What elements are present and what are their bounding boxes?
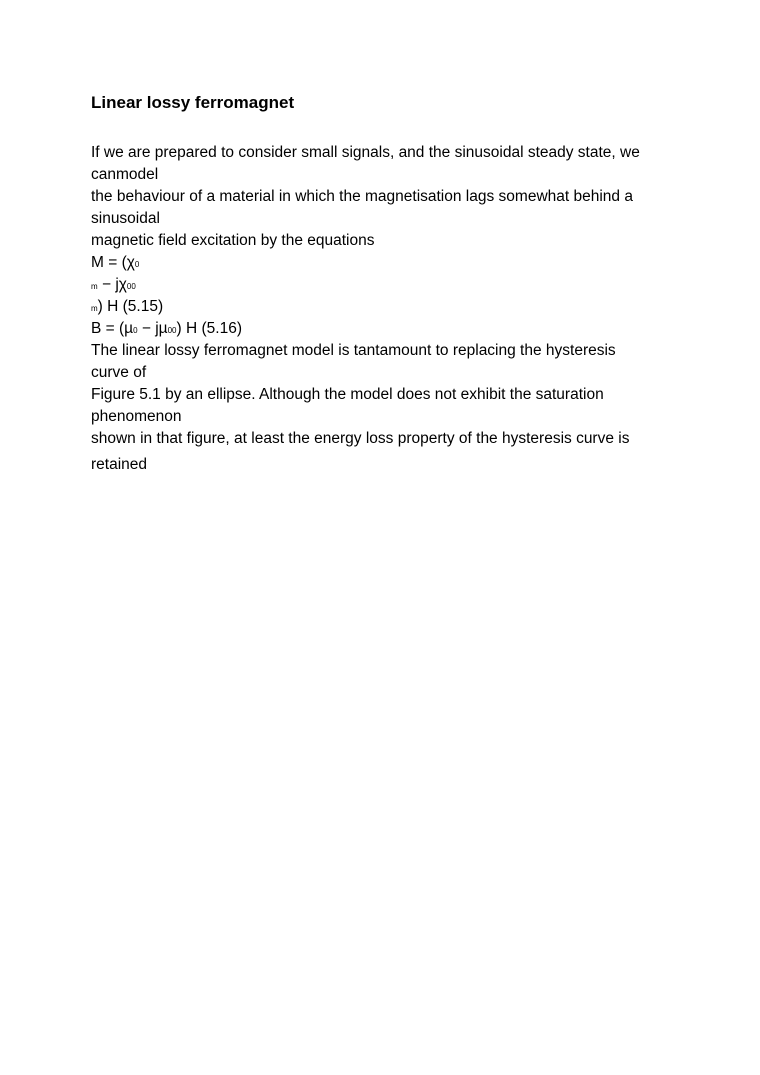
text-line: the behaviour of a material in which the magnetisation lags somewhat behind a: [91, 188, 633, 205]
equation-subscript: 00: [126, 282, 136, 291]
equation-subscript: 00: [167, 326, 177, 335]
text-line: If we are prepared to consider small signals, and the sinusoidal steady state, we: [91, 144, 640, 161]
body-paragraph: [91, 142, 691, 480]
equation-line-5-15: [91, 296, 691, 318]
equation-line-m: [91, 252, 691, 274]
equation-text: − jµ: [137, 320, 168, 337]
text-line: canmodel: [91, 166, 159, 183]
equation-line-5-16: [91, 318, 691, 340]
equation-subscript: 0: [134, 260, 140, 269]
text-line: The linear lossy ferromagnet model is tantamount to replacing the hysteresis: [91, 342, 616, 359]
equation-subscript: 0: [133, 326, 138, 335]
equation-text: ) H (5.16): [176, 320, 242, 337]
equation-subscript: m: [91, 282, 98, 291]
equation-text: ) H (5.15): [97, 298, 164, 315]
equation-subscript: m: [91, 304, 98, 313]
text-line: curve of: [91, 364, 147, 381]
text-line: phenomenon: [91, 408, 182, 425]
section-heading: Linear lossy ferromagnet: [91, 93, 295, 112]
text-line: Figure 5.1 by an ellipse. Although the model does not exhibit the saturation: [91, 386, 604, 403]
text-line: magnetic field excitation by the equations: [91, 232, 375, 249]
text-line: shown in that figure, at least the energy loss property of the hysteresis curve is: [91, 430, 630, 447]
equation-text: M = (χ: [91, 254, 135, 271]
equation-line-m-cont: [91, 274, 691, 296]
text-line: sinusoidal: [91, 210, 160, 227]
equation-text: − jχ: [97, 276, 127, 293]
equation-text: B = (µ: [91, 320, 134, 337]
text-line: retained: [91, 456, 148, 473]
